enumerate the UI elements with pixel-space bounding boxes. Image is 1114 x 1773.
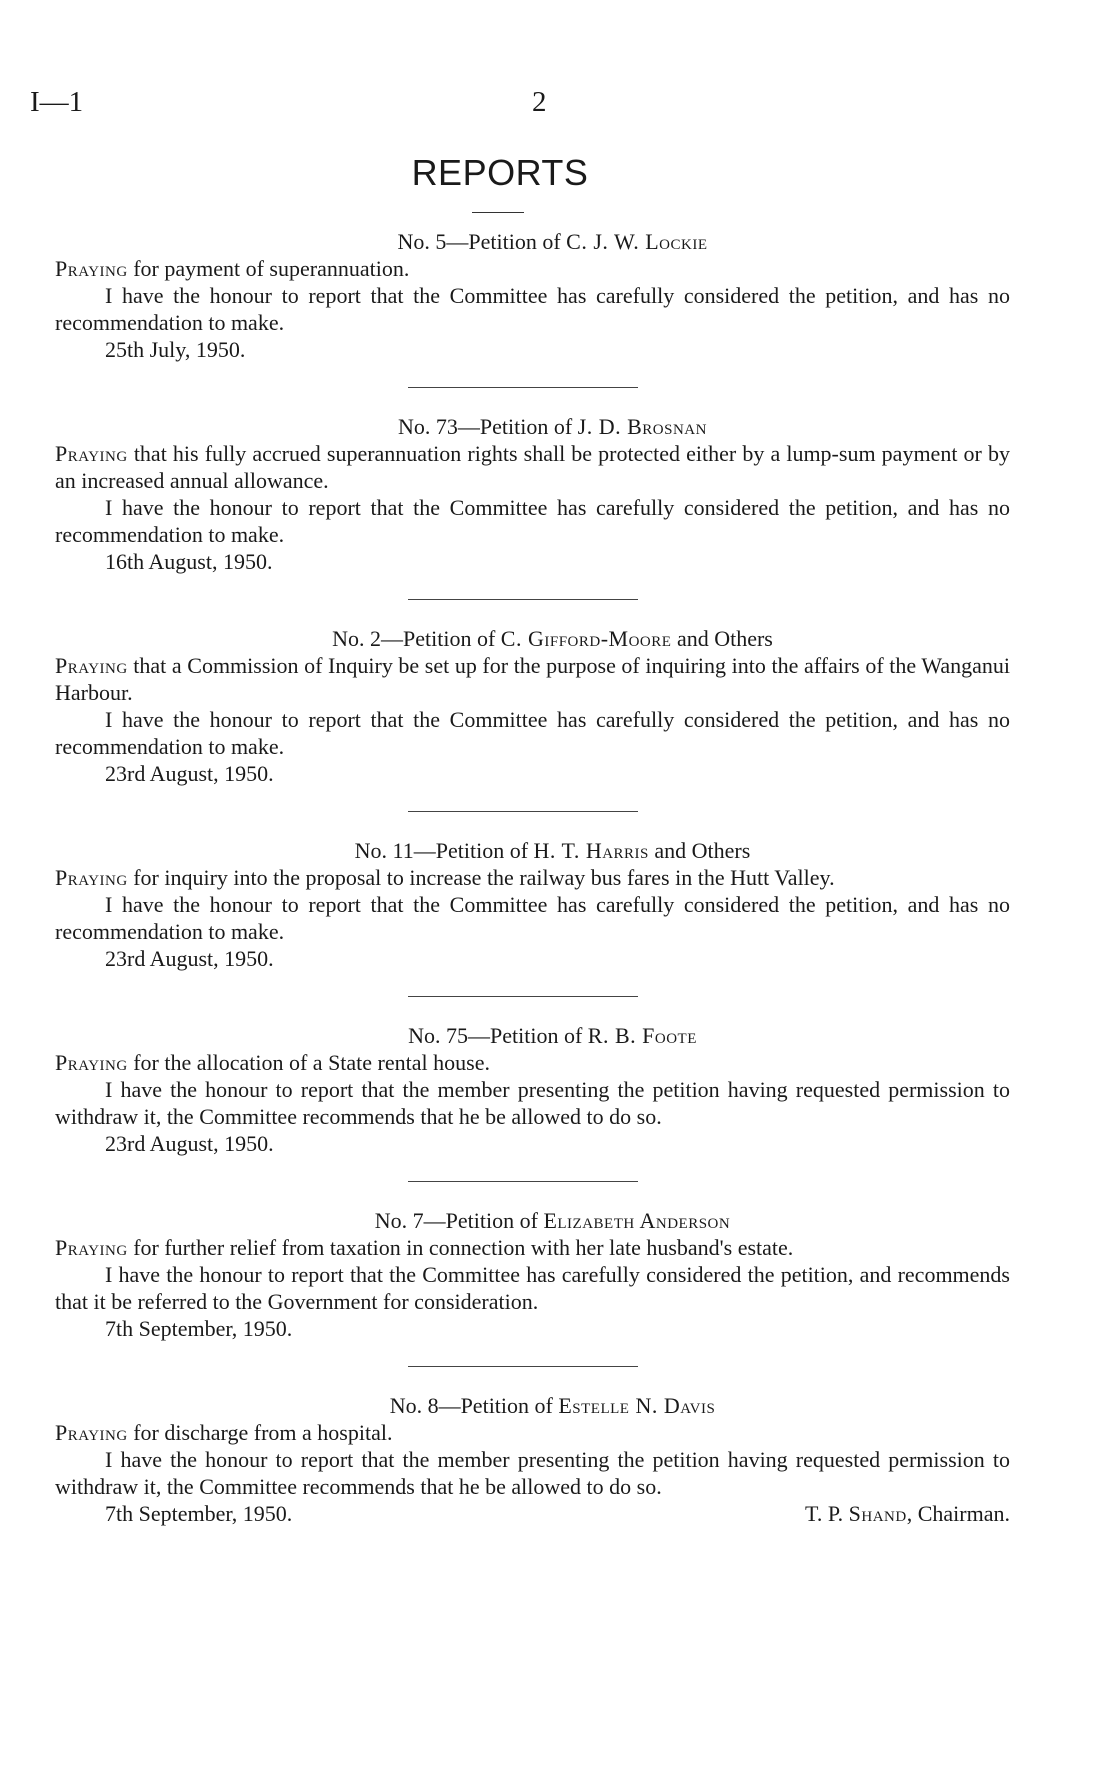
report-date: 23rd August, 1950. — [105, 1131, 274, 1156]
petition-entry — [55, 625, 1010, 787]
petitions-list — [55, 228, 1010, 1527]
report-text: I have the honour to report that the member presenting the petition having requested permission to withdraw it, the Committee recommends that he be allowed to do so. — [55, 1077, 1010, 1129]
signature-surname: Shand — [848, 1501, 907, 1526]
report-date: 23rd August, 1950. — [105, 946, 274, 971]
petition-heading — [55, 625, 1010, 652]
section-divider — [408, 811, 638, 812]
signature-initials: T. P. — [805, 1501, 844, 1526]
section-divider — [408, 599, 638, 600]
signature-role: , Chairman. — [906, 1501, 1010, 1526]
praying-clause — [55, 1419, 1010, 1446]
petition-entry — [55, 1207, 1010, 1342]
report-date: 7th September, 1950. — [105, 1501, 293, 1526]
section-divider — [408, 1181, 638, 1182]
petition-entry — [55, 1392, 1010, 1527]
report-text: I have the honour to report that the Committee has carefully considered the petition, and has no recommendation to make. — [55, 707, 1010, 759]
report-text: I have the honour to report that the member presenting the petition having requested permission to withdraw it, the Committee recommends that he be allowed to do so. — [55, 1447, 1010, 1499]
praying-clause — [55, 864, 1010, 891]
petition-number: No. 2—Petition of — [332, 626, 496, 651]
report-text: I have the honour to report that the Committee has carefully considered the petition, and recommends that it be referred to the Government for consideration. — [55, 1262, 1010, 1314]
section-code: I—1 — [30, 86, 84, 118]
petitioner-name: C. Gifford-Moore — [500, 626, 672, 651]
petitioner-suffix: and Others — [676, 626, 773, 651]
petition-entry — [55, 1022, 1010, 1157]
praying-text: that a Commission of Inquiry be set up for the purpose of inquiring into the affairs of the Wanganui Harbour. — [55, 653, 1010, 705]
praying-clause — [55, 440, 1010, 494]
praying-text: for further relief from taxation in connection with her late husband's estate. — [127, 1235, 794, 1260]
petition-number: No. 5—Petition of — [397, 229, 561, 254]
petition-heading — [55, 413, 1010, 440]
petitioner-suffix: and Others — [654, 838, 751, 863]
petition-entry — [55, 837, 1010, 972]
petitioner-name: C. J. W. Lockie — [566, 229, 708, 254]
petitioner-name: Estelle N. Davis — [558, 1393, 716, 1418]
petition-heading — [55, 1392, 1010, 1419]
petition-heading — [55, 228, 1010, 255]
report-text: I have the honour to report that the Committee has carefully considered the petition, and has no recommendation to make. — [55, 283, 1010, 335]
praying-text: that his fully accrued superannuation rights shall be protected either by a lump-sum payment or by an increased annual allowance. — [55, 441, 1010, 493]
praying-word: Praying — [55, 256, 128, 281]
praying-word: Praying — [55, 1050, 128, 1075]
report-date: 23rd August, 1950. — [105, 761, 274, 786]
praying-text: for the allocation of a State rental house. — [127, 1050, 490, 1075]
section-divider — [408, 387, 638, 388]
report-date: 16th August, 1950. — [105, 549, 273, 574]
report-date: 7th September, 1950. — [105, 1316, 293, 1341]
praying-word: Praying — [55, 1420, 128, 1445]
praying-text: for discharge from a hospital. — [127, 1420, 393, 1445]
petition-heading — [55, 837, 1010, 864]
petition-number: No. 7—Petition of — [374, 1208, 538, 1233]
praying-clause — [55, 255, 1010, 282]
praying-word: Praying — [55, 441, 128, 466]
report-date: 25th July, 1950. — [105, 337, 246, 362]
praying-word: Praying — [55, 653, 128, 678]
report-text: I have the honour to report that the Committee has carefully considered the petition, and has no recommendation to make. — [55, 892, 1010, 944]
praying-word: Praying — [55, 865, 128, 890]
petition-heading — [55, 1207, 1010, 1234]
petitioner-name: R. B. Foote — [587, 1023, 697, 1048]
final-date-row — [55, 1500, 1010, 1527]
petition-entry — [55, 413, 1010, 575]
petitioner-name: H. T. Harris — [533, 838, 649, 863]
petition-number: No. 73—Petition of — [398, 414, 573, 439]
praying-text: for payment of superannuation. — [127, 256, 410, 281]
page-number: 2 — [532, 86, 547, 118]
petition-heading — [55, 1022, 1010, 1049]
petition-entry — [55, 228, 1010, 363]
praying-text: for inquiry into the proposal to increase the railway bus fares in the Hutt Valley. — [127, 865, 835, 890]
praying-word: Praying — [55, 1235, 128, 1260]
chairman-signature — [805, 1500, 1010, 1527]
section-divider — [408, 996, 638, 997]
report-text: I have the honour to report that the Committee has carefully considered the petition, and has no recommendation to make. — [55, 495, 1010, 547]
title-divider — [472, 212, 524, 213]
petitioner-name: Elizabeth Anderson — [543, 1208, 731, 1233]
section-divider — [408, 1366, 638, 1367]
praying-clause — [55, 1049, 1010, 1076]
petition-number: No. 8—Petition of — [389, 1393, 553, 1418]
petition-number: No. 75—Petition of — [408, 1023, 583, 1048]
page-title: REPORTS — [411, 152, 589, 193]
praying-clause — [55, 1234, 1010, 1261]
praying-clause — [55, 652, 1010, 706]
petition-number: No. 11—Petition of — [354, 838, 529, 863]
petitioner-name: J. D. Brosnan — [577, 414, 707, 439]
